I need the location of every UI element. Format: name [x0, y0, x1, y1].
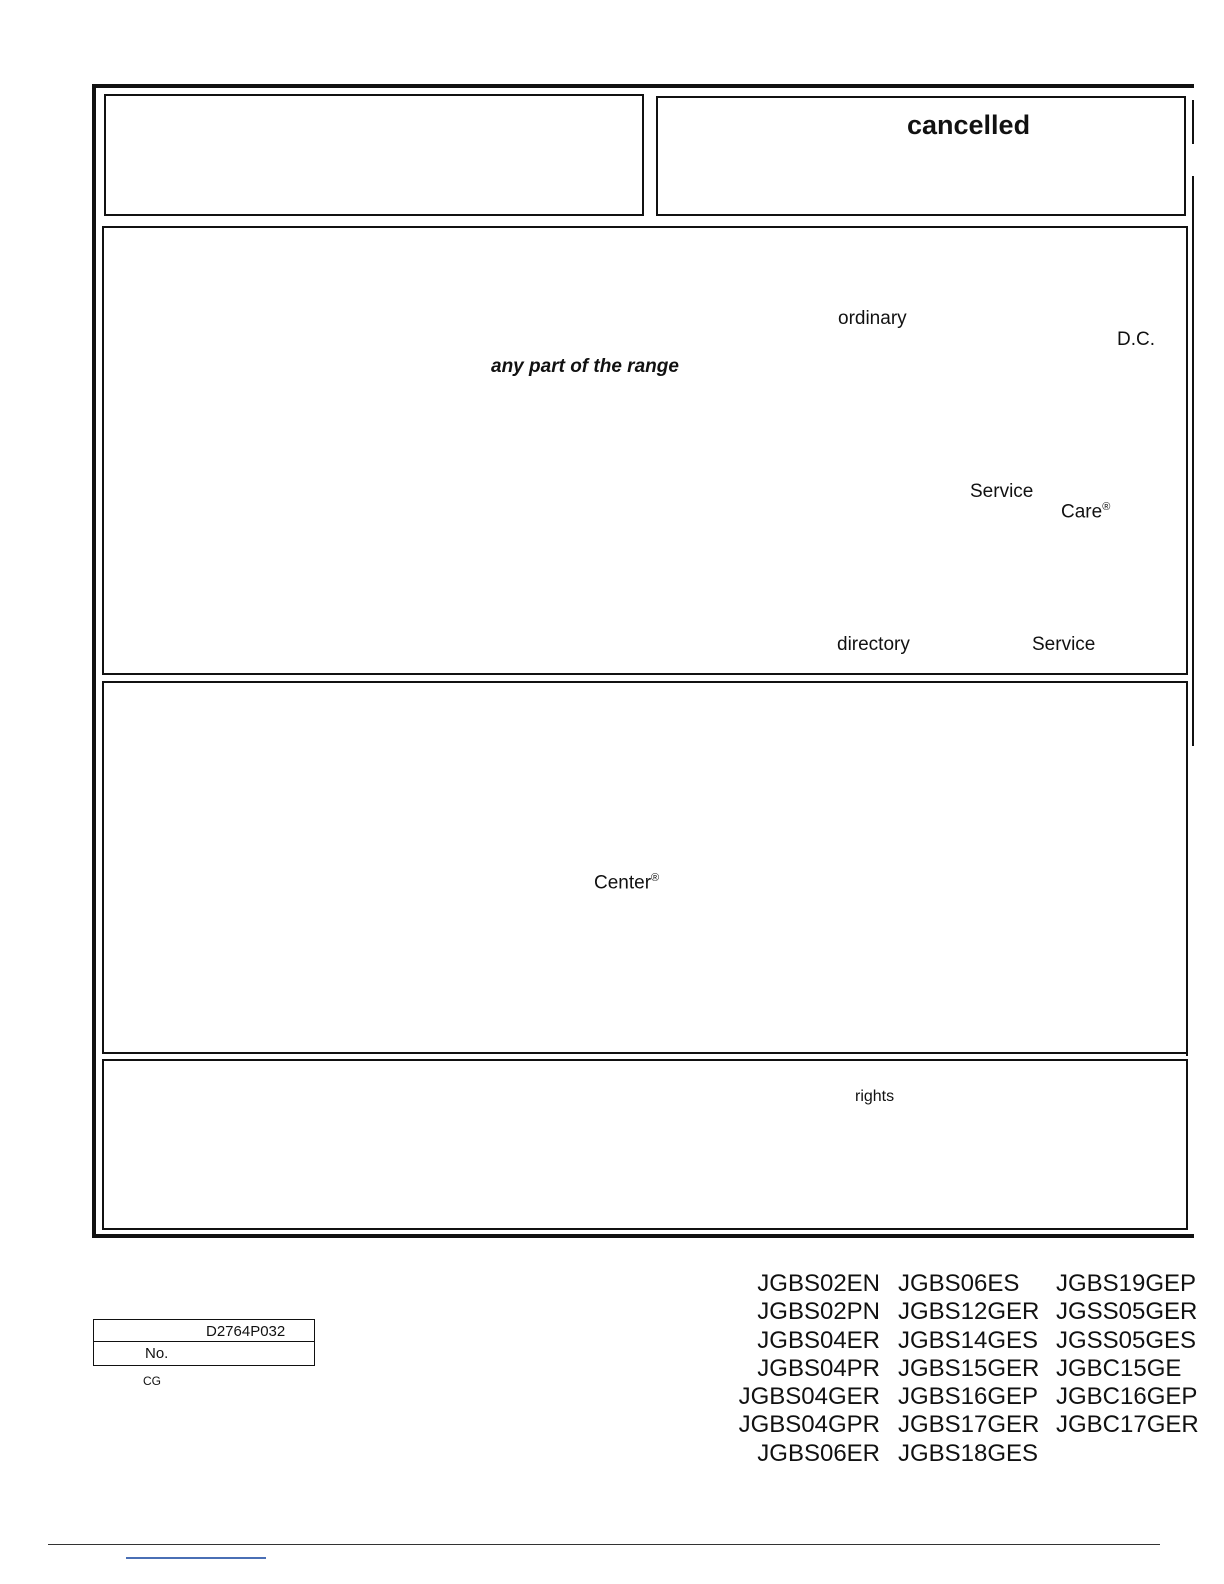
model-number: JGBS18GES: [898, 1439, 1039, 1467]
model-column-3: [1056, 1270, 1199, 1440]
model-number: JGBS02EN: [757, 1270, 880, 1297]
model-number: JGBS06ES: [898, 1270, 1020, 1297]
text-service-2: Service: [1032, 634, 1096, 655]
model-number: JGSS05GES: [1056, 1326, 1197, 1354]
text-dc: D.C.: [1117, 329, 1155, 350]
text-rights: rights: [855, 1088, 895, 1105]
registered-mark: ®: [1102, 501, 1111, 513]
number-label: No.: [145, 1345, 169, 1362]
model-number: JGBS04ER: [757, 1326, 880, 1354]
header-left-box: [104, 94, 644, 216]
text-service: Service: [970, 481, 1034, 502]
model-number: JGBS02PN: [757, 1298, 880, 1326]
warranty-section-2: [102, 681, 1188, 1054]
text-care: Care®: [1061, 501, 1111, 523]
right-edge-rule: [1192, 100, 1194, 144]
warranty-section-3: [102, 1059, 1188, 1230]
part-number-value: D2764P032: [206, 1323, 286, 1340]
model-number: JGBS14GES: [898, 1326, 1039, 1354]
part-number-table: [93, 1319, 315, 1366]
model-number: JGBS16GEP: [898, 1383, 1039, 1411]
model-column-2: [898, 1270, 1039, 1468]
text-ordinary: ordinary: [838, 308, 907, 329]
model-number: JGBC17GER: [1056, 1411, 1199, 1439]
model-number-list: [720, 1270, 1200, 1470]
model-number: JGBS04PR: [757, 1354, 880, 1382]
cancelled-heading: cancelled: [907, 110, 1031, 140]
registered-mark: ®: [651, 872, 660, 884]
model-number: JGBS12GER: [898, 1298, 1040, 1326]
model-column-1: [739, 1270, 880, 1468]
model-number: JGBS04GPR: [738, 1411, 880, 1439]
model-number: JGBS19GEP: [1056, 1270, 1197, 1297]
model-number: JGBS04GER: [738, 1383, 880, 1411]
model-number: JGBS06ER: [757, 1439, 880, 1467]
footer-link-underline: [126, 1557, 266, 1559]
model-number: JGBS15GER: [898, 1354, 1040, 1382]
model-number: JGBC16GEP: [1056, 1383, 1198, 1411]
model-number: JGBC15GE: [1056, 1354, 1182, 1382]
model-number: JGBS17GER: [898, 1411, 1040, 1439]
cg-label: CG: [143, 1374, 161, 1388]
footer-rule: [48, 1544, 1160, 1545]
model-number: JGSS05GER: [1056, 1298, 1198, 1326]
text-any-part-of-range: any part of the range: [491, 356, 679, 377]
number-row: [94, 1343, 314, 1365]
text-directory: directory: [837, 634, 910, 655]
warranty-section-1: [102, 226, 1188, 675]
right-edge-rule: [1192, 176, 1194, 746]
text-center: Center®: [594, 872, 660, 894]
part-number-row: [94, 1320, 314, 1342]
